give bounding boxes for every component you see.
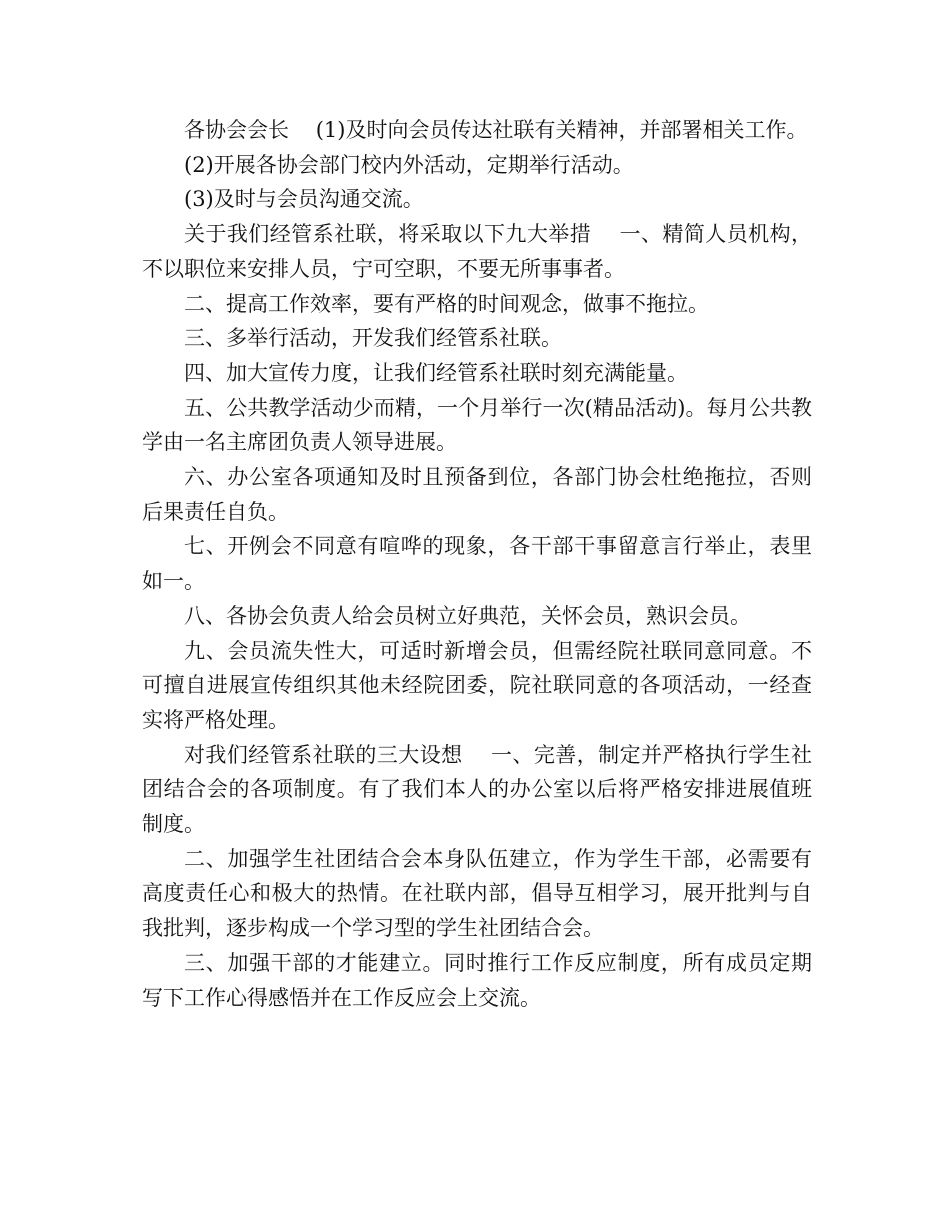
paragraph-measure-8: 八、各协会负责人给会员树立好典范，关怀会员，熟识会员。 [184, 603, 751, 628]
paragraph-idea-2: 二、加强学生社团结合会本身队伍建立，作为学生干部，必需要有高度责任心和极大的热情。在社联内部，倡导互相学习，展开批判与自我批判，逐步构成一个学习型的学生社团结合会。 [142, 846, 812, 941]
paragraph-idea-3: 三、加强干部的才能建立。同时推行工作反应制度，所有成员定期写下工作心得感悟并在工作反应会上交流。 [142, 950, 812, 1010]
document-body [142, 113, 812, 1015]
paragraph-measure-9: 九、会员流失性大，可适时新增会员，但需经院社联同意同意。不可擅自进展宣传组织其他未经院团委，院社联同意的各项活动，一经查实将严格处理。 [142, 638, 812, 732]
paragraph-measure-4: 四、加大宣传力度，让我们经管系社联时刻充满能量。 [184, 360, 688, 385]
paragraph-measure-5: 五、公共教学活动少而精，一个月举行一次(精品活动)。每月公共教学由一名主席团负责人领导进展。 [142, 395, 812, 455]
paragraph-measure-6: 六、办公室各项通知及时且预备到位，各部门协会杜绝拖拉，否则后果责任自负。 [142, 465, 812, 524]
paragraph-measure-7: 七、开例会不同意有喧哗的现象，各干部干事留意言行举止，表里如一。 [142, 534, 812, 594]
paragraph-association-heads-duty-1: 各协会会长 (1)及时向会员传达社联有关精神，并部署相关工作。 [184, 118, 808, 142]
paragraph-three-ideas-intro: 对我们经管系社联的三大设想 一、完善，制定并严格执行学生社团结合会的各项制度。有了我们本人的办公室以后将严格安排进展值班制度。 [142, 742, 812, 837]
paragraph-measure-2: 二、提高工作效率，要有严格的时间观念，做事不拖拉。 [184, 291, 709, 316]
paragraph-association-heads-duty-2: (2)开展各协会部门校内外活动，定期举行活动。 [184, 152, 634, 177]
paragraph-measure-3: 三、多举行活动，开发我们经管系社联。 [184, 326, 562, 351]
paragraph-nine-measures-intro: 关于我们经管系社联，将采取以下九大举措 一、精简人员机构，不以职位来安排人员，宁可空职，不要无所事事者。 [142, 222, 812, 281]
paragraph-association-heads-duty-3: (3)及时与会员沟通交流。 [184, 187, 424, 212]
